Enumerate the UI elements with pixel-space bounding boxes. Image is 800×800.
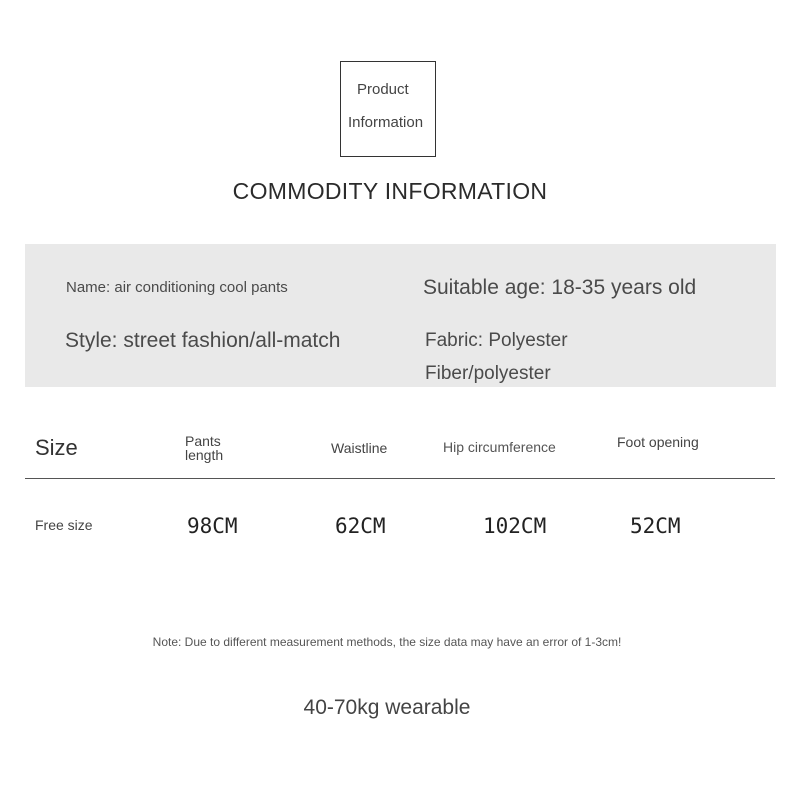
product-name: Name: air conditioning cool pants bbox=[66, 279, 288, 296]
fabric-line-2: Fiber/polyester bbox=[425, 363, 551, 384]
row-pants-length: 98CM bbox=[187, 514, 238, 538]
badge-line-2: Information bbox=[348, 114, 424, 131]
measurement-note: Note: Due to different measurement methods, the size data may have an error of 1-3cm! bbox=[152, 635, 622, 649]
header-pants-length-line-2: length bbox=[185, 447, 224, 463]
fabric-line-1: Fabric: Polyester bbox=[425, 330, 568, 351]
table-divider bbox=[25, 478, 775, 479]
header-pants-length-line-1: Pants bbox=[185, 433, 221, 449]
header-foot-opening: Foot opening bbox=[617, 434, 699, 450]
commodity-info-panel bbox=[25, 244, 776, 387]
header-waistline: Waistline bbox=[331, 440, 388, 456]
row-foot-opening: 52CM bbox=[630, 514, 681, 538]
suitable-age: Suitable age: 18-35 years old bbox=[423, 276, 697, 299]
product-information-badge bbox=[340, 61, 436, 157]
row-size: Free size bbox=[35, 517, 93, 533]
wearable-weight: 40-70kg wearable bbox=[303, 696, 471, 719]
row-waistline: 62CM bbox=[335, 514, 386, 538]
header-size: Size bbox=[35, 435, 78, 460]
row-hip: 102CM bbox=[483, 514, 547, 538]
product-style: Style: street fashion/all-match bbox=[65, 329, 341, 352]
header-hip-circumference: Hip circumference bbox=[443, 439, 556, 455]
page-title: COMMODITY INFORMATION bbox=[232, 178, 548, 204]
badge-line-1: Product bbox=[357, 81, 409, 98]
